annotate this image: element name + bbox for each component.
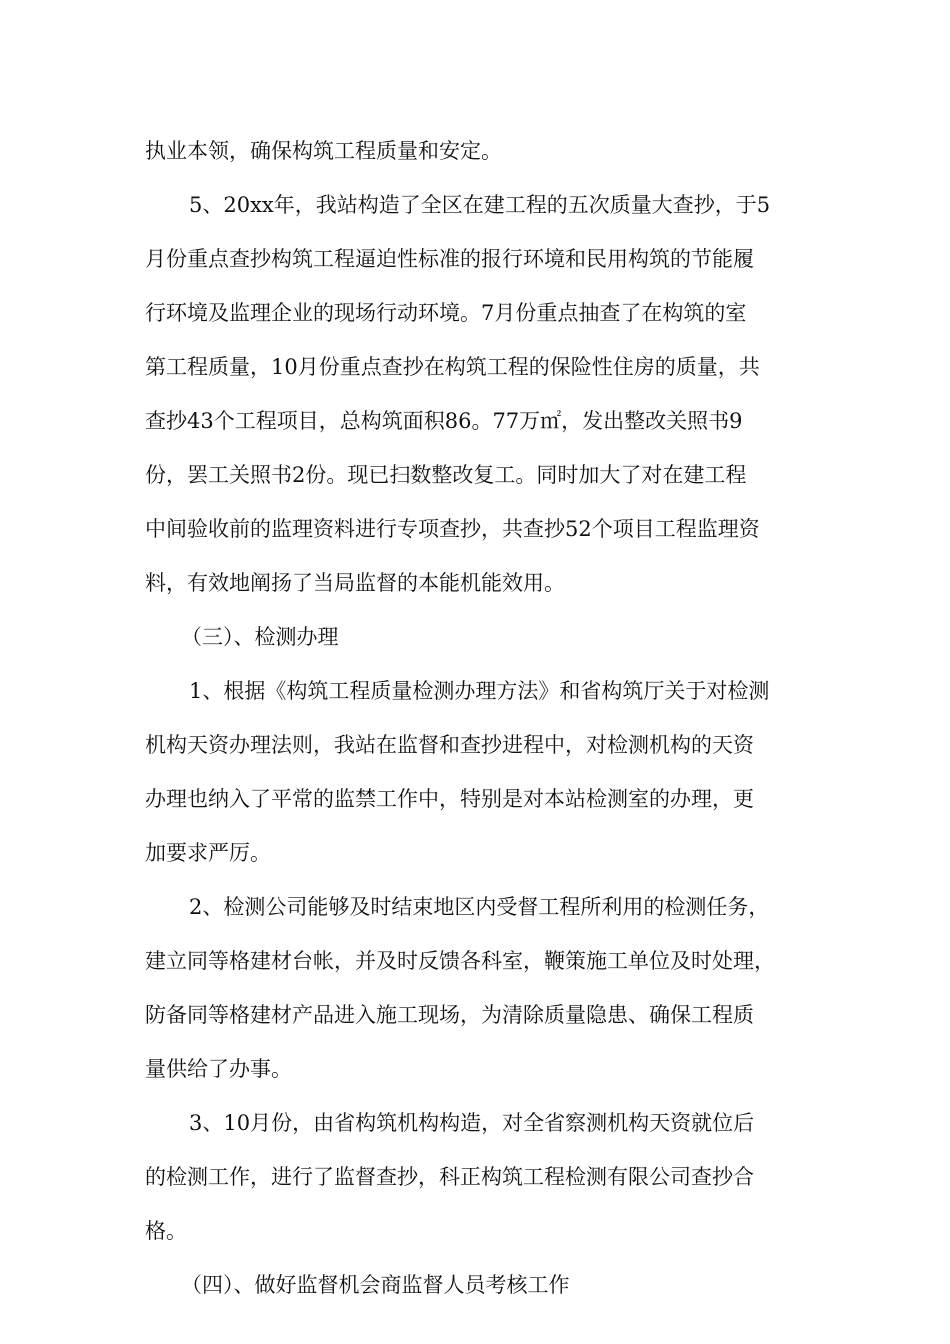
paragraph-item-5: [145, 178, 825, 610]
text-line: 料，有效地阐扬了当局监督的本能机能效用。: [145, 571, 565, 595]
section-heading-4: [145, 1258, 825, 1312]
text-line: 中间验收前的监理资料进行专项查抄，共查抄52个项目工程监理资: [145, 517, 760, 541]
text-line: 机构天资办理法则，我站在监督和查抄进程中，对检测机构的天资: [145, 733, 754, 757]
text-line: 第工程质量，10月份重点查抄在构筑工程的保险性住房的质量，共: [145, 355, 760, 379]
paragraph-item-2: [145, 880, 825, 1096]
text-line: 行环境及监理企业的现场行动环境。7月份重点抽查了在构筑的室: [145, 301, 747, 325]
text-line: 1、根据《构筑工程质量检测办理方法》和省构筑厅关于对检测: [189, 679, 770, 703]
paragraph-item-3: [145, 1096, 825, 1258]
text-line: 量供给了办事。: [145, 1057, 292, 1081]
text-line: 份，罢工关照书2份。现已扫数整改复工。同时加大了对在建工程: [145, 463, 747, 487]
paragraph-continuation: [145, 124, 825, 178]
heading-line: （四）、做好监督机会商监督人员考核工作: [181, 1273, 570, 1297]
text-line: 加要求严厉。: [145, 841, 271, 865]
document-body: [145, 124, 825, 1312]
text-line: 3、10月份，由省构筑机构构造，对全省察测机构天资就位后: [189, 1111, 755, 1135]
text-line: 建立同等格建材台帐，并及时反馈各科室，鞭策施工单位及时处理，: [145, 949, 775, 973]
text-line: 查抄43个工程项目，总构筑面积86。77万㎡，发出整改关照书9: [145, 409, 743, 433]
paragraph-item-1: [145, 664, 825, 880]
text-line: 月份重点查抄构筑工程逼迫性标准的报行环境和民用构筑的节能履: [145, 247, 754, 271]
section-heading-3: [145, 610, 825, 664]
text-line: 5、20xx年，我站构造了全区在建工程的五次质量大查抄，于5: [189, 193, 771, 217]
text-line: 执业本领，确保构筑工程质量和安定。: [145, 139, 502, 163]
text-line: 格。: [145, 1219, 187, 1243]
text-line: 2、检测公司能够及时结束地区内受督工程所利用的检测任务，: [189, 895, 770, 919]
heading-line: （三）、检测办理: [181, 625, 339, 649]
text-line: 的检测工作，进行了监督查抄，科正构筑工程检测有限公司查抄合: [145, 1165, 754, 1189]
text-line: 防备同等格建材产品进入施工现场，为清除质量隐患、确保工程质: [145, 1003, 754, 1027]
text-line: 办理也纳入了平常的监禁工作中，特别是对本站检测室的办理，更: [145, 787, 754, 811]
